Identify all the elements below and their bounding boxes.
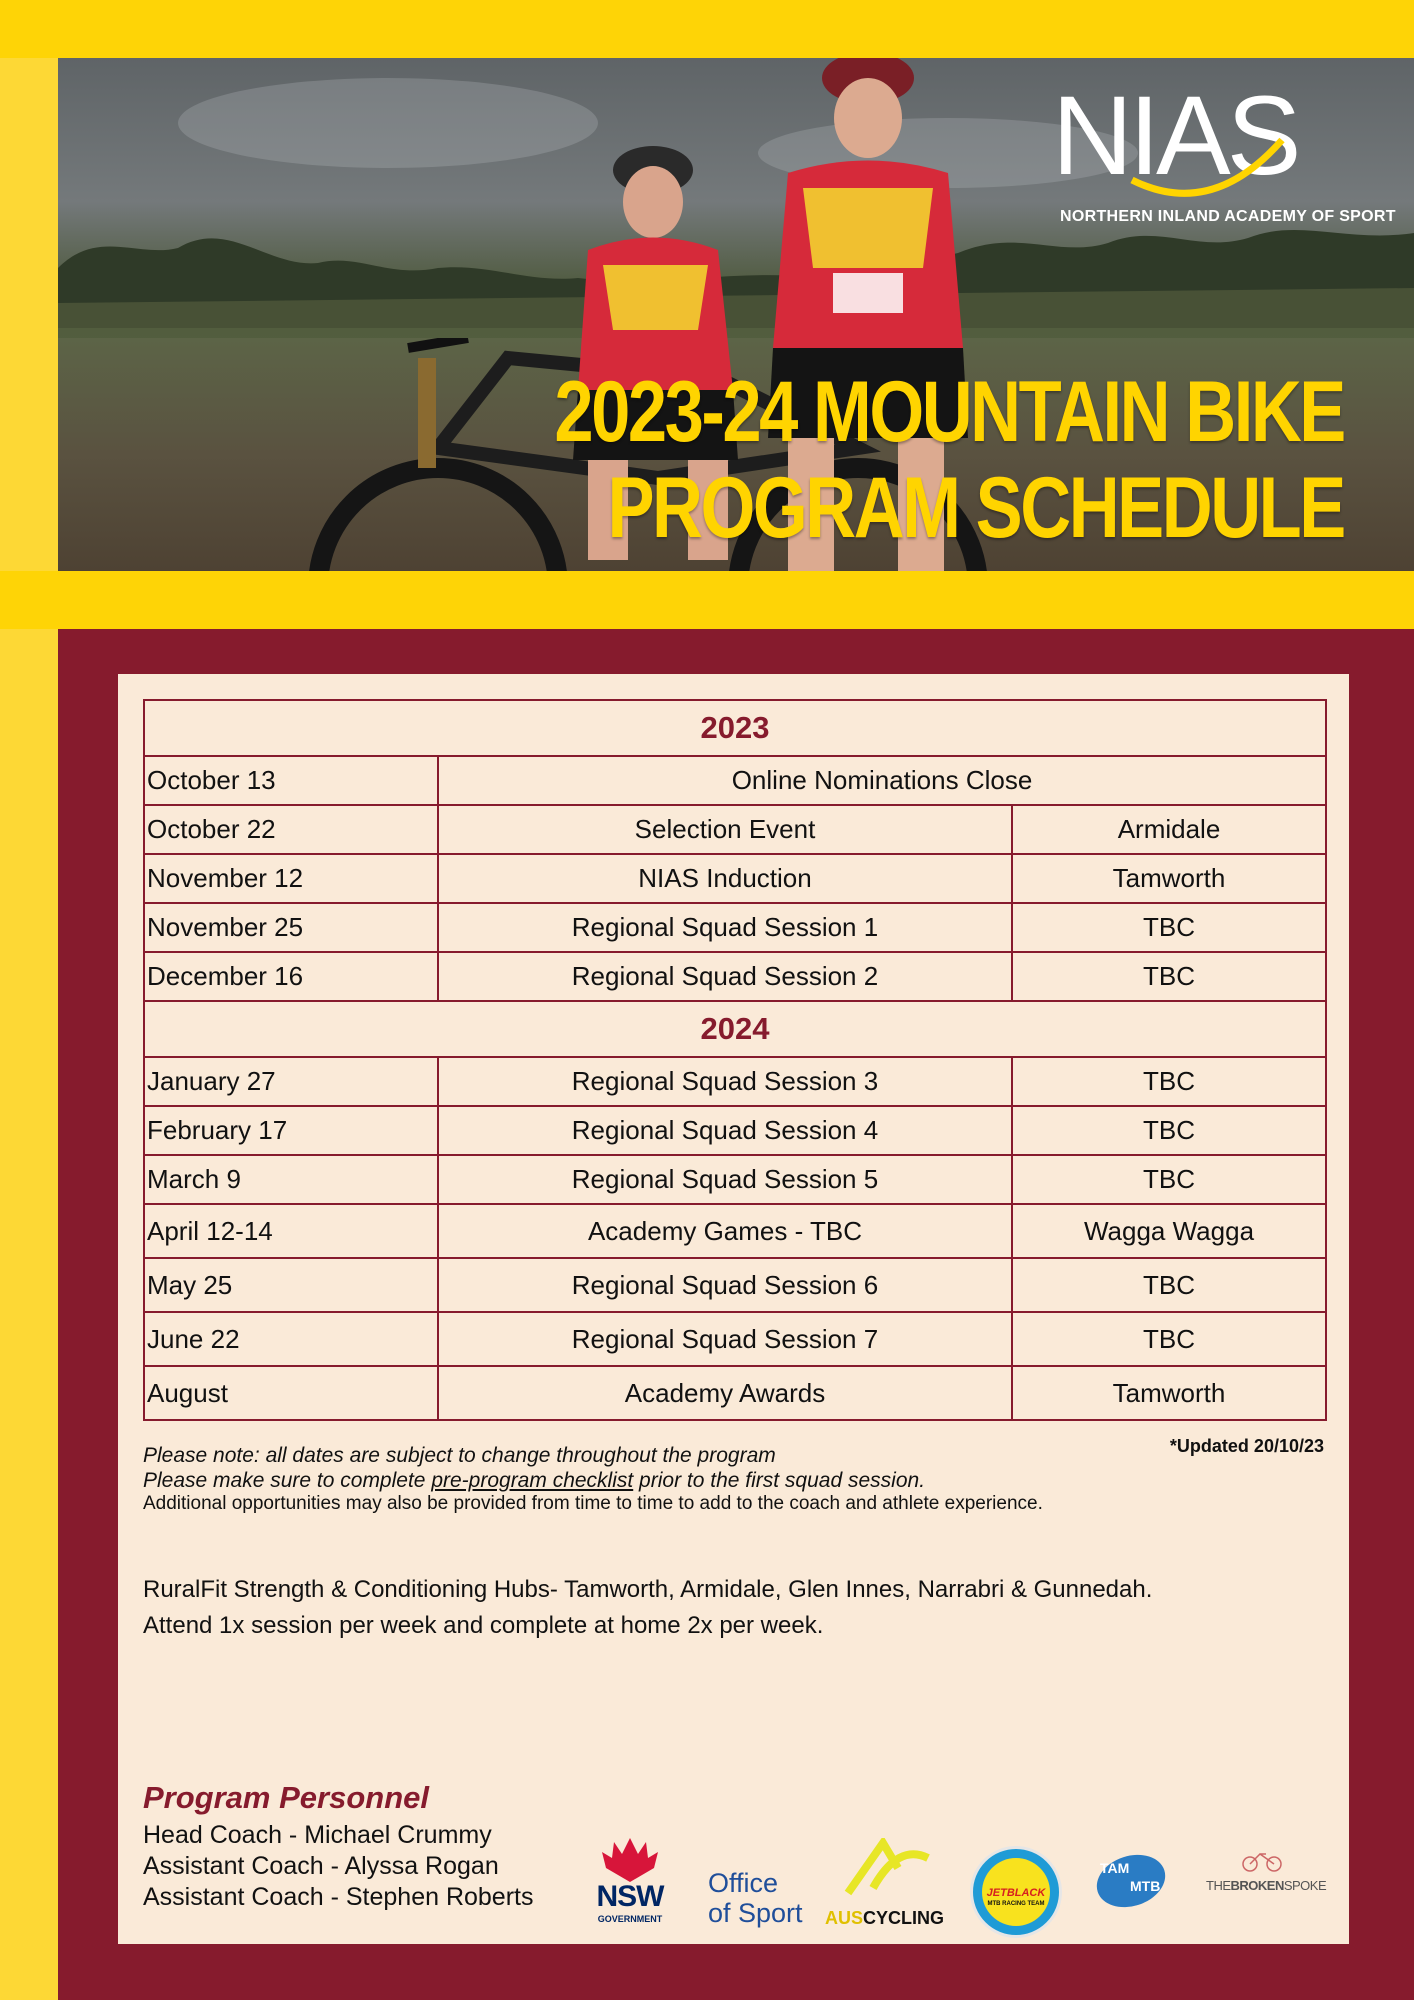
auscycling-text [825, 1908, 944, 1929]
location-cell: TBC [1012, 903, 1326, 952]
event-cell: Academy Games - TBC [438, 1204, 1012, 1258]
event-cell: Selection Event [438, 805, 1012, 854]
table-row [144, 854, 1326, 903]
event-cell: Regional Squad Session 6 [438, 1258, 1012, 1312]
date-cell: August [144, 1366, 438, 1420]
personnel-title: Program Personnel [143, 1780, 429, 1815]
nsw-government-text: GOVERNMENT [597, 1914, 663, 1924]
table-row [144, 903, 1326, 952]
table-row [144, 952, 1326, 1001]
location-cell: TBC [1012, 952, 1326, 1001]
auscycling-icon [843, 1838, 933, 1896]
year-heading-2024: 2024 [144, 1001, 1326, 1057]
ruralfit-hubs: RuralFit Strength & Conditioning Hubs- Tamworth, Armidale, Glen Innes, Narrabri & Gunnedah. [143, 1576, 1153, 1603]
schedule-notes [143, 1443, 1243, 1515]
location-cell: Tamworth [1012, 1366, 1326, 1420]
date-cell: December 16 [144, 952, 438, 1001]
nsw-text: NSW [596, 1880, 664, 1913]
note-checklist [143, 1468, 1243, 1493]
tam-text: TAM [1100, 1860, 1130, 1876]
updated-date: *Updated 20/10/23 [1169, 1436, 1324, 1456]
location-cell: TBC [1012, 1057, 1326, 1106]
jetblack-text: JETBLACK [986, 1887, 1046, 1899]
note-checklist-post: prior to the first squad session. [633, 1469, 926, 1492]
date-cell: October 22 [144, 805, 438, 854]
nias-logo [1052, 73, 1396, 225]
date-cell: April 12-14 [144, 1204, 438, 1258]
pre-program-checklist-link[interactable]: pre-program checklist [431, 1469, 634, 1492]
location-cell: TBC [1012, 1106, 1326, 1155]
logo-text: NIAS [1052, 73, 1298, 198]
location-cell: Tamworth [1012, 854, 1326, 903]
location-cell: Wagga Wagga [1012, 1204, 1326, 1258]
nsw-government-logo [590, 1838, 670, 1928]
logo-swoosh-icon [1122, 110, 1292, 200]
left-yellow-band [0, 58, 58, 2000]
table-row [144, 1204, 1326, 1258]
office-of-sport-logo [708, 1868, 803, 1928]
event-cell: Regional Squad Session 5 [438, 1155, 1012, 1204]
date-cell: October 13 [144, 756, 438, 805]
broken-spoke-spoke: SPOKE [1283, 1878, 1327, 1893]
bicycle-icon [1242, 1848, 1282, 1872]
ruralfit-attendance: Attend 1x session per week and complete at home 2x per week. [143, 1612, 824, 1639]
date-cell: November 12 [144, 854, 438, 903]
event-cell: Regional Squad Session 2 [438, 952, 1012, 1001]
waratah-icon [598, 1838, 662, 1882]
event-cell: Regional Squad Session 1 [438, 903, 1012, 952]
jetblack-sub-text: MTB RACING TEAM [987, 1901, 1045, 1907]
date-cell: January 27 [144, 1057, 438, 1106]
broken-spoke-text [1206, 1878, 1326, 1893]
tam-mtb-logo [1088, 1848, 1178, 1918]
hero-title-line1: 2023-24 MOUNTAIN BIKE [554, 364, 1344, 460]
top-yellow-band [0, 0, 1414, 58]
middle-yellow-band [0, 571, 1414, 629]
note-dates-change: Please note: all dates are subject to change throughout the program [143, 1444, 776, 1467]
table-row [144, 1258, 1326, 1312]
event-cell: Regional Squad Session 3 [438, 1057, 1012, 1106]
hero-banner [58, 58, 1414, 571]
personnel-member: Assistant Coach - Alyssa Rogan [143, 1852, 499, 1880]
date-cell: February 17 [144, 1106, 438, 1155]
hero-title [554, 364, 1344, 556]
jetblack-logo [970, 1846, 1062, 1938]
auscycling-logo [825, 1838, 945, 1933]
date-cell: November 25 [144, 903, 438, 952]
event-cell: Regional Squad Session 7 [438, 1312, 1012, 1366]
sponsor-logos [590, 1838, 1327, 1938]
table-row [144, 1312, 1326, 1366]
personnel-list [143, 1820, 533, 1913]
event-cell: NIAS Induction [438, 854, 1012, 903]
auscycling-aus: AUS [825, 1908, 864, 1928]
auscycling-cycling: CYCLING [863, 1908, 945, 1928]
of-sport-text: of Sport [708, 1898, 803, 1928]
event-cell: Regional Squad Session 4 [438, 1106, 1012, 1155]
broken-spoke-broken: BROKEN [1230, 1878, 1284, 1893]
table-row [144, 805, 1326, 854]
table-row [144, 1366, 1326, 1420]
year-heading-2023: 2023 [144, 700, 1326, 756]
date-cell: March 9 [144, 1155, 438, 1204]
date-cell: June 22 [144, 1312, 438, 1366]
note-additional: Additional opportunities may also be provided from time to time to add to the coach and athlete experience. [143, 1493, 1043, 1514]
note-checklist-pre: Please make sure to complete [143, 1469, 432, 1492]
broken-spoke-the: THE [1206, 1878, 1231, 1893]
hero-title-line2: PROGRAM SCHEDULE [607, 460, 1344, 556]
schedule-table [143, 699, 1327, 1421]
personnel-member: Assistant Coach - Stephen Roberts [143, 1883, 534, 1911]
office-text: Office [708, 1868, 779, 1898]
table-row [144, 756, 1326, 805]
table-row [144, 1155, 1326, 1204]
date-cell: May 25 [144, 1258, 438, 1312]
broken-spoke-logo [1206, 1848, 1327, 1918]
ruralfit-info [143, 1572, 1303, 1644]
table-row [144, 1057, 1326, 1106]
location-cell: TBC [1012, 1155, 1326, 1204]
location-cell: TBC [1012, 1312, 1326, 1366]
event-cell: Online Nominations Close [438, 756, 1326, 805]
location-cell: TBC [1012, 1258, 1326, 1312]
event-cell: Academy Awards [438, 1366, 1012, 1420]
personnel-member: Head Coach - Michael Crummy [143, 1821, 492, 1849]
location-cell: Armidale [1012, 805, 1326, 854]
cloud [178, 78, 598, 168]
table-row [144, 1106, 1326, 1155]
logo-subtitle: NORTHERN INLAND ACADEMY OF SPORT [1060, 208, 1396, 225]
mtb-text: MTB [1130, 1878, 1161, 1894]
